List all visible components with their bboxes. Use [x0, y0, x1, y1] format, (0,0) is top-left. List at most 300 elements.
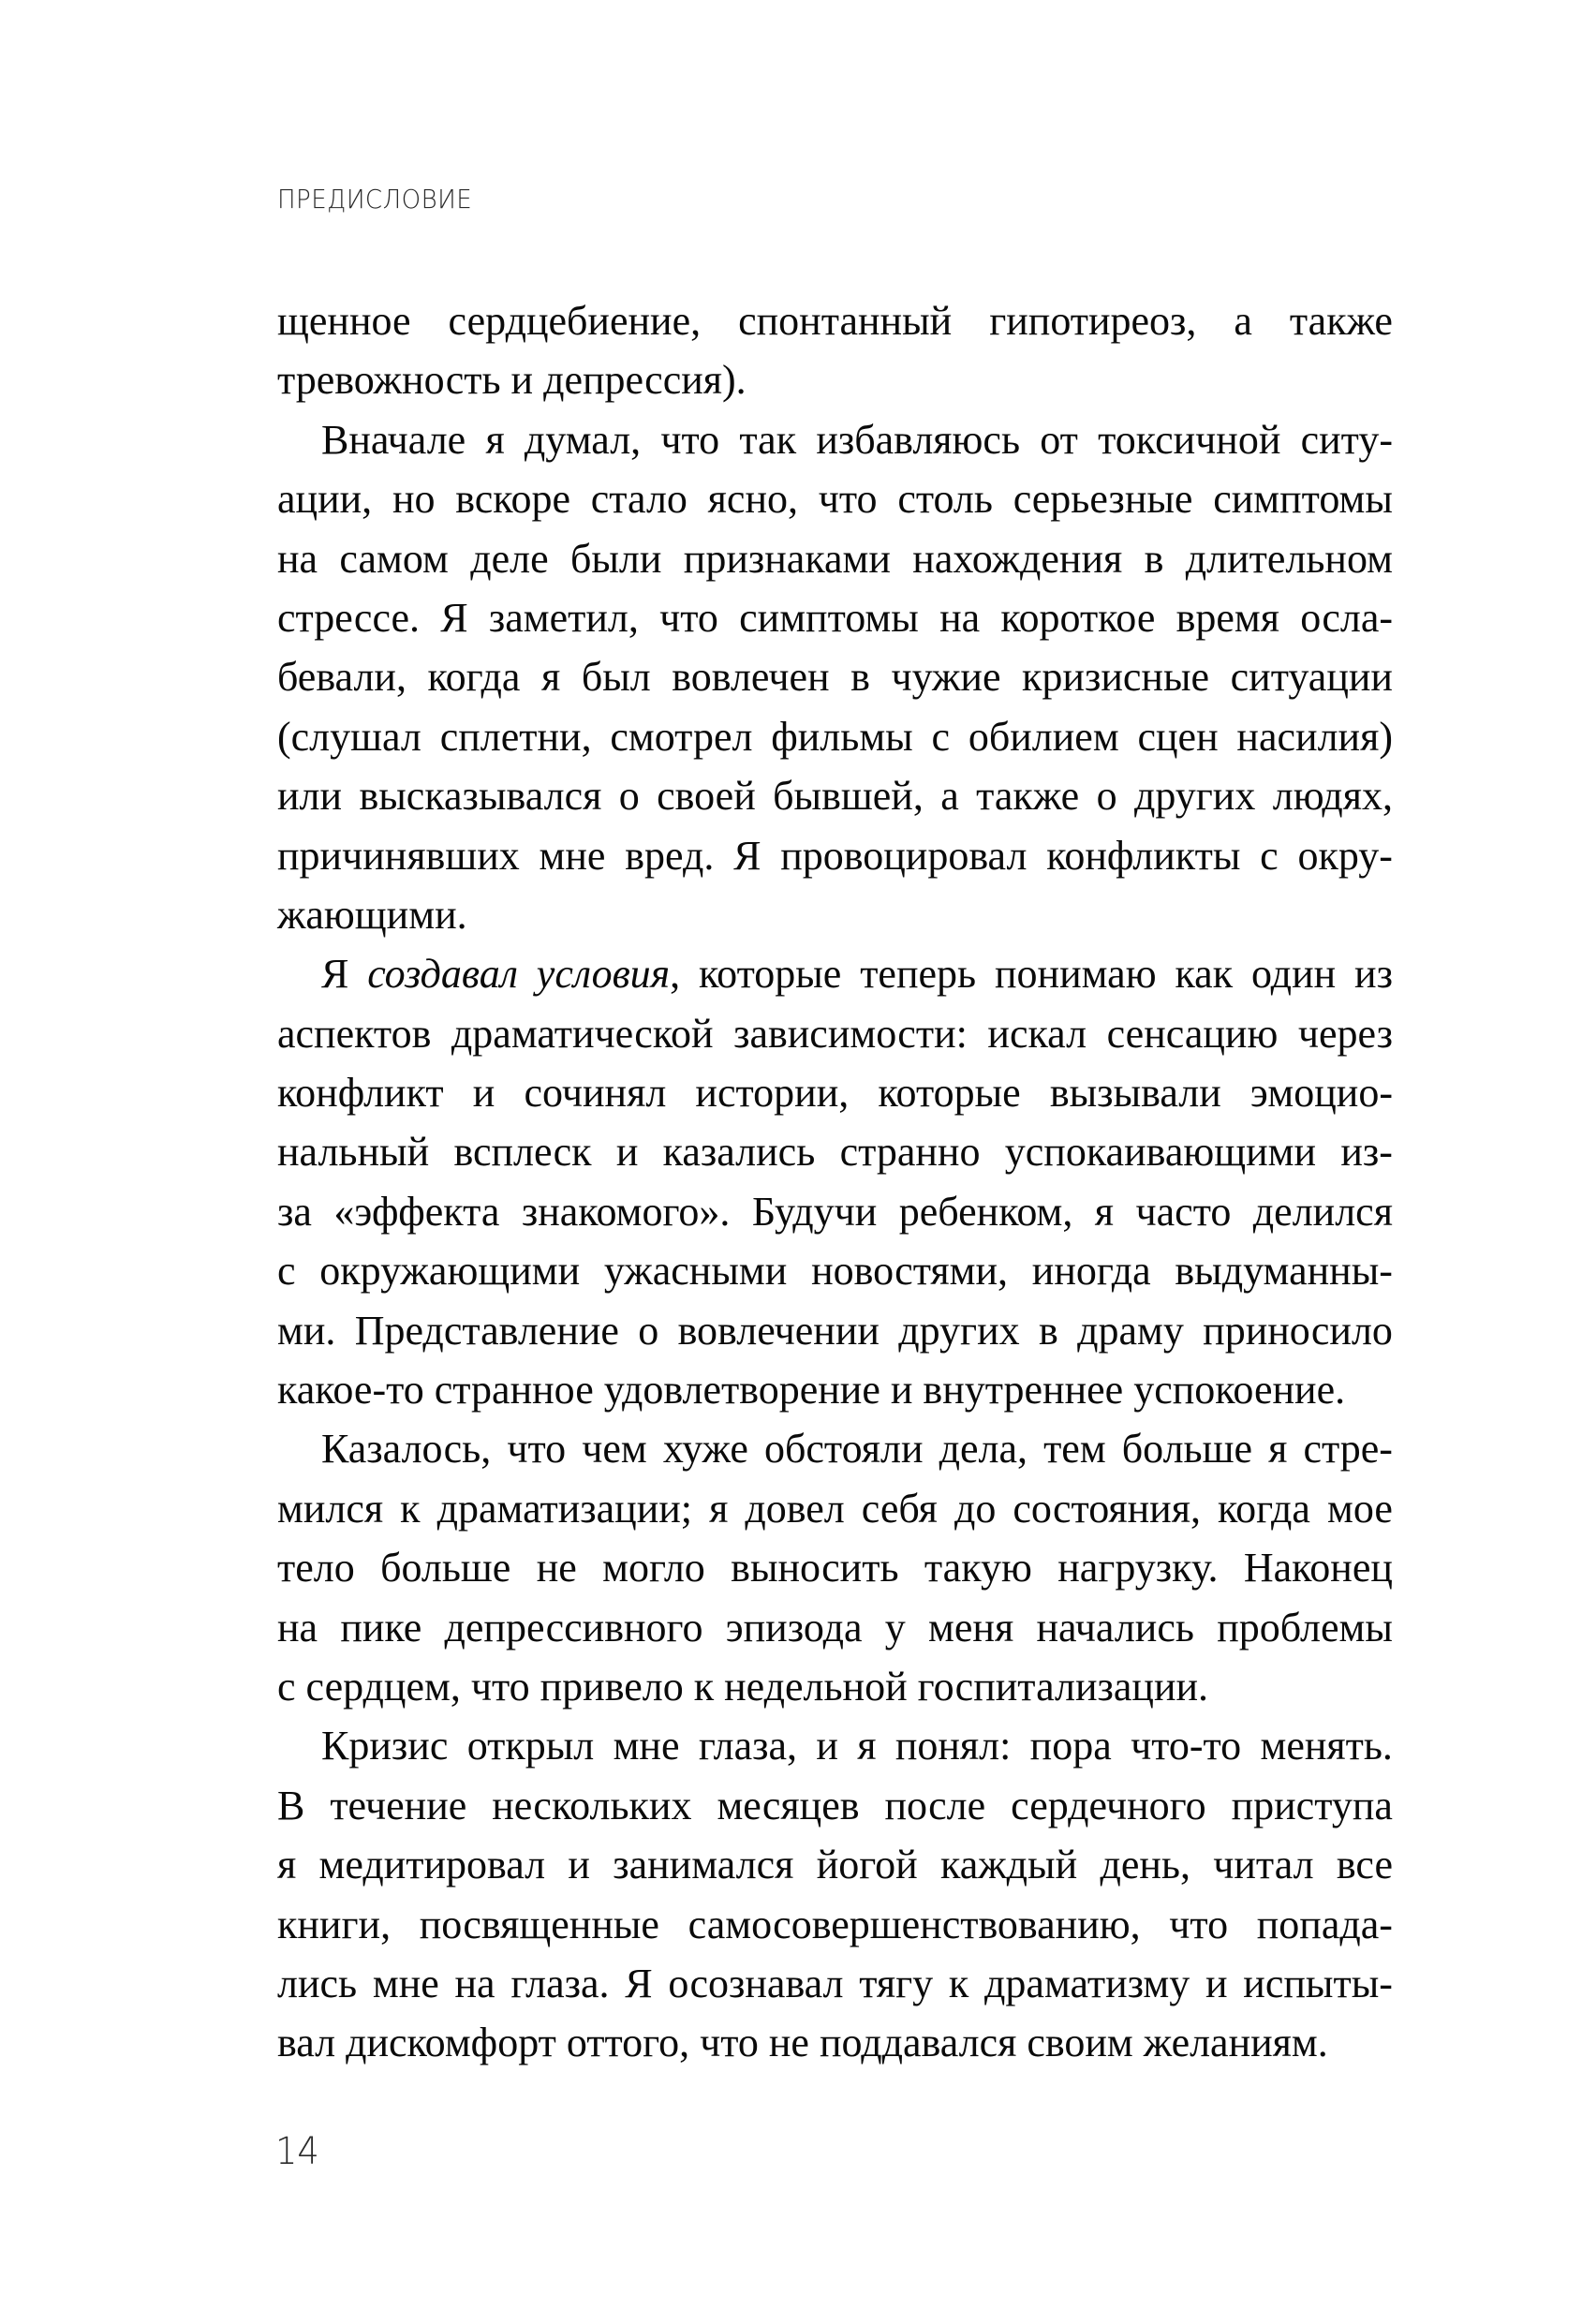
- word: [726, 1598, 863, 1657]
- word-text: на: [277, 535, 318, 582]
- word: [1098, 410, 1280, 469]
- line-text: тревожность и депрессия).: [277, 357, 747, 404]
- word-text: с: [1260, 832, 1279, 879]
- word-text: Представление: [354, 1307, 619, 1354]
- word-text: в: [1038, 1307, 1058, 1354]
- word-text: делился: [1252, 1188, 1393, 1235]
- word: [492, 1776, 691, 1835]
- word-text: что: [1169, 1901, 1229, 1947]
- text-line-content: [277, 1122, 1393, 1181]
- word-text: всплеск: [453, 1129, 592, 1176]
- word-text: высказывался: [359, 773, 602, 820]
- running-head: ПРЕДИСЛОВИЕ: [277, 184, 473, 215]
- word: [602, 1538, 705, 1597]
- word-text: что: [660, 416, 720, 463]
- text-line: [277, 1598, 1393, 1657]
- word: [1176, 588, 1279, 647]
- word: [1043, 1419, 1106, 1478]
- text-line: [277, 766, 1393, 825]
- word-text: смотрел: [610, 713, 753, 760]
- word-text: других: [898, 1307, 1020, 1354]
- word-text: на: [454, 1960, 495, 2006]
- word-text: вовлечении: [677, 1307, 880, 1354]
- text-line: [277, 469, 1393, 528]
- word-text: время: [1175, 594, 1279, 641]
- text-line-content: [277, 647, 1393, 706]
- word-text: мое: [1326, 1485, 1393, 1532]
- word-text: избавляюсь: [816, 416, 1021, 463]
- word-text: такую: [924, 1545, 1032, 1591]
- word: [1218, 1479, 1310, 1538]
- word: [1205, 1954, 1228, 2013]
- word: [1136, 1182, 1232, 1241]
- line-text: вал дискомфорт оттого, что не поддавался своим желаниям.: [277, 2020, 1328, 2066]
- word: [891, 647, 1000, 706]
- word: [440, 588, 467, 647]
- word-text: открыл: [466, 1723, 595, 1769]
- word-text: деле: [470, 535, 549, 582]
- text-line-content: [277, 1835, 1393, 1894]
- word-text: приступа: [1231, 1782, 1393, 1828]
- word: [473, 1063, 495, 1122]
- text-line: [277, 1538, 1393, 1597]
- word-text: сенсацию: [1106, 1010, 1279, 1057]
- word: [445, 1598, 703, 1657]
- word: [380, 1538, 510, 1597]
- word-text: аспектов: [277, 1010, 432, 1057]
- word: [525, 410, 641, 469]
- word-text: признаками: [683, 535, 891, 582]
- word-text: драматической: [451, 1010, 714, 1057]
- text-line: [277, 2013, 1393, 2072]
- text-line: [277, 1716, 1393, 1775]
- word: [1032, 1241, 1151, 1300]
- word-text: Наконец: [1243, 1545, 1393, 1591]
- word-text: искал: [987, 1010, 1087, 1057]
- word-text: с: [931, 713, 951, 760]
- text-line: [277, 1241, 1393, 1300]
- word-text: не: [536, 1545, 577, 1591]
- word-text: посвященные: [419, 1901, 659, 1947]
- word: [428, 647, 521, 706]
- word-text: Я: [733, 832, 761, 879]
- text-line: [277, 291, 1393, 350]
- text-line-content: [277, 1479, 1393, 1538]
- word: [684, 529, 891, 588]
- word: [277, 1538, 355, 1597]
- word-text: других: [1133, 773, 1256, 820]
- word-text: был: [581, 654, 651, 701]
- word-text: нескольких: [492, 1782, 692, 1828]
- word-text: меня: [928, 1604, 1014, 1650]
- word: [485, 410, 504, 469]
- word-text: симптомы: [1213, 476, 1393, 523]
- word-text: осознавал: [668, 1960, 844, 2006]
- word-text: осла-: [1300, 594, 1393, 641]
- word-text: начались: [1036, 1604, 1194, 1650]
- word-text: сцен: [1137, 713, 1219, 760]
- word: [987, 1004, 1087, 1063]
- word-text: что: [507, 1426, 567, 1473]
- word-text: также: [976, 773, 1080, 820]
- text-line: [277, 1776, 1393, 1835]
- word-text: состояния,: [1013, 1485, 1201, 1532]
- word: [663, 1419, 748, 1478]
- word-text: чужие: [891, 654, 1001, 701]
- word-text: о: [1096, 773, 1117, 820]
- word-text: к: [948, 1960, 969, 2006]
- word-text: тем: [1043, 1426, 1106, 1473]
- word: [840, 1122, 981, 1181]
- word-text: окружающими: [319, 1248, 581, 1295]
- text-line: [277, 1954, 1393, 2013]
- word-text: я: [709, 1485, 729, 1532]
- text-line-content: [277, 1360, 1345, 1419]
- word: [277, 707, 421, 766]
- text-line-content: [277, 1182, 1393, 1241]
- word: [1327, 1479, 1393, 1538]
- word: [1301, 410, 1393, 469]
- word-text: занимался: [613, 1842, 794, 1888]
- word: [1337, 1835, 1393, 1894]
- word-text: больше: [1121, 1426, 1253, 1473]
- word: [1244, 1538, 1393, 1597]
- text-line: [277, 588, 1393, 647]
- word: [1013, 1479, 1201, 1538]
- word: [537, 1538, 577, 1597]
- word-text: зависимости:: [733, 1010, 968, 1057]
- word: [940, 766, 959, 825]
- word: [695, 1063, 849, 1122]
- word-text: на: [277, 1604, 318, 1650]
- word: [489, 588, 639, 647]
- word: [924, 1538, 1032, 1597]
- word-text: я: [277, 1842, 297, 1888]
- body-text: [277, 291, 1393, 2073]
- word: [899, 1182, 1073, 1241]
- word: [659, 588, 718, 647]
- word-text: себя: [861, 1485, 938, 1532]
- word: [277, 826, 520, 885]
- word-text: медитировал: [318, 1842, 546, 1888]
- word-text: знакомого».: [521, 1188, 731, 1235]
- word-text: я: [1268, 1426, 1288, 1473]
- paragraph: [277, 1419, 1393, 1716]
- word: [709, 1479, 728, 1538]
- word-text: до: [954, 1485, 997, 1532]
- word: [277, 529, 318, 588]
- word: [1243, 1954, 1393, 2013]
- word: [355, 1301, 619, 1360]
- word-text: выдуманны-: [1175, 1248, 1393, 1295]
- word: [668, 1954, 843, 2013]
- word: [862, 1479, 938, 1538]
- text-line: [277, 1301, 1393, 1360]
- word: [340, 1598, 421, 1657]
- word: [333, 1182, 499, 1241]
- word: [1253, 1182, 1393, 1241]
- emphasis-text: создавал: [367, 951, 518, 998]
- word-text: я: [485, 416, 505, 463]
- word-text: ситу-: [1300, 416, 1393, 463]
- text-line: [277, 1360, 1393, 1419]
- word-text: ми.: [277, 1307, 336, 1354]
- word: [277, 1954, 357, 2013]
- word: [699, 1716, 797, 1775]
- word-text: один: [1250, 951, 1337, 998]
- word-text: попада-: [1256, 1901, 1393, 1947]
- word: [449, 291, 702, 350]
- word-text: Я: [321, 951, 349, 998]
- word-text: пике: [340, 1604, 422, 1650]
- word-text: из-: [1340, 1129, 1393, 1176]
- word: [367, 944, 518, 1003]
- text-line-content: [277, 1895, 1393, 1954]
- text-line: [277, 707, 1393, 766]
- word: [1095, 1182, 1114, 1241]
- word: [912, 529, 1122, 588]
- word: [1300, 588, 1393, 647]
- paragraph: [277, 944, 1393, 1419]
- word-text: пора: [1029, 1723, 1112, 1769]
- word: [1217, 1598, 1393, 1657]
- paragraph: [277, 1716, 1393, 2072]
- text-line: [277, 1419, 1393, 1478]
- word-text: мне: [539, 832, 606, 879]
- text-line: [277, 1657, 1393, 1716]
- word-text: что: [659, 594, 718, 641]
- word-text: драматизации;: [436, 1485, 693, 1532]
- word: [1340, 1122, 1393, 1181]
- word: [859, 1954, 933, 2013]
- word-text: бевали,: [277, 654, 407, 701]
- word: [1011, 1776, 1205, 1835]
- word-text: конфликты: [1046, 832, 1241, 879]
- word-text: короткое: [1000, 594, 1156, 641]
- word: [537, 944, 680, 1003]
- word-text: драму: [1077, 1307, 1184, 1354]
- word: [1260, 826, 1279, 885]
- word-text: дела,: [939, 1426, 1028, 1473]
- text-line-content: [321, 944, 1393, 1003]
- word-text: в: [850, 654, 870, 701]
- word-text: так: [739, 416, 797, 463]
- word: [1257, 1895, 1393, 1954]
- word-text: Вначале: [321, 416, 466, 463]
- word-text: течение: [330, 1782, 467, 1828]
- word: [1354, 944, 1393, 1003]
- word: [420, 1895, 659, 1954]
- word-text: казались: [662, 1129, 816, 1176]
- word: [319, 1835, 546, 1894]
- word: [1175, 1241, 1393, 1300]
- word-text: мился: [277, 1485, 384, 1532]
- word: [277, 1835, 296, 1894]
- text-line-content: [277, 1657, 1208, 1716]
- word: [582, 1419, 647, 1478]
- word: [1234, 291, 1252, 350]
- word-text: кризисные: [1022, 654, 1210, 701]
- word: [898, 1301, 1019, 1360]
- word: [1213, 1835, 1313, 1894]
- word: [663, 1122, 816, 1181]
- word: [939, 588, 980, 647]
- word: [522, 1182, 731, 1241]
- word-text: все: [1336, 1842, 1393, 1888]
- word-text: сердцебиение,: [448, 298, 702, 344]
- text-line: [277, 1122, 1393, 1181]
- word: [470, 529, 548, 588]
- word: [764, 1419, 923, 1478]
- word-text: довел: [745, 1485, 845, 1532]
- word-text: серьезные: [1013, 476, 1193, 523]
- word-text: лись: [277, 1960, 358, 2006]
- word: [1169, 1895, 1228, 1954]
- word-text: окру-: [1297, 832, 1393, 879]
- word: [1297, 826, 1392, 885]
- word-text: стрессе.: [277, 594, 421, 641]
- word-text: йогой: [816, 1842, 918, 1888]
- word: [1013, 469, 1193, 528]
- word: [939, 1419, 1028, 1478]
- word: [277, 1004, 431, 1063]
- word: [619, 766, 640, 825]
- word-text: людях,: [1272, 773, 1393, 820]
- word-text: книги,: [277, 1901, 392, 1947]
- word: [610, 707, 752, 766]
- word: [467, 1716, 595, 1775]
- word-text: В: [277, 1782, 305, 1828]
- word: [1100, 1835, 1190, 1894]
- word-text: вскоре: [455, 476, 570, 523]
- word: [614, 1716, 680, 1775]
- word: [1057, 1538, 1218, 1597]
- word: [1107, 1004, 1279, 1063]
- word: [570, 529, 661, 588]
- word: [330, 1776, 466, 1835]
- word-text: тело: [277, 1545, 355, 1591]
- text-line-content: [277, 1776, 1393, 1835]
- word: [928, 1598, 1013, 1657]
- word: [400, 1479, 420, 1538]
- word: [1040, 410, 1078, 469]
- word-text: думал,: [524, 416, 642, 463]
- word: [277, 588, 420, 647]
- line-text: какое-то странное удовлетворение и внутреннее успокоение.: [277, 1367, 1346, 1414]
- word-text: бывшей,: [773, 773, 924, 820]
- word: [968, 707, 1119, 766]
- word: [817, 1835, 918, 1894]
- word-text: хуже: [662, 1426, 748, 1473]
- word: [455, 1954, 495, 2013]
- word: [1203, 1301, 1393, 1360]
- word: [739, 410, 796, 469]
- word: [1046, 826, 1240, 885]
- word-text: за: [277, 1188, 312, 1235]
- word-text: самосовершенствованию,: [688, 1901, 1141, 1947]
- word: [708, 469, 798, 528]
- word-text: депрессивного: [444, 1604, 703, 1650]
- word-text: Я: [440, 594, 468, 641]
- word: [688, 1895, 1141, 1954]
- word-text: о: [638, 1307, 659, 1354]
- emphasis-text: условия: [536, 951, 671, 998]
- word: [625, 1954, 652, 2013]
- word: [453, 1122, 591, 1181]
- word: [1273, 766, 1393, 825]
- word: [895, 1716, 1012, 1775]
- word: [1036, 1598, 1193, 1657]
- word-text: через: [1297, 1010, 1393, 1057]
- text-line-content: [277, 826, 1393, 885]
- word-text: сердечного: [1011, 1782, 1206, 1828]
- word-text: причинявших: [277, 832, 520, 879]
- word: [1134, 766, 1255, 825]
- paragraph: [277, 291, 1393, 410]
- word-text: испыты-: [1243, 1960, 1393, 2006]
- word-text: вызывали: [1049, 1070, 1221, 1117]
- word: [717, 1776, 859, 1835]
- word: [277, 1063, 444, 1122]
- word: [1303, 1419, 1392, 1478]
- word-text: нахождения: [912, 535, 1123, 582]
- word: [885, 1776, 986, 1835]
- word: [373, 1954, 439, 2013]
- word: [510, 1954, 609, 2013]
- word-text: драматизму: [984, 1960, 1190, 2006]
- word: [277, 469, 372, 528]
- text-line-content: [277, 291, 1393, 350]
- word-text: могло: [602, 1545, 705, 1591]
- word-text: также: [1289, 298, 1393, 344]
- word-text: ,: [670, 951, 681, 998]
- word: [1131, 1716, 1241, 1775]
- text-line: [277, 1063, 1393, 1122]
- word-text: мне: [372, 1960, 439, 2006]
- word-text: часто: [1135, 1188, 1232, 1235]
- word: [739, 588, 919, 647]
- text-line-content: [277, 1241, 1393, 1300]
- word-text: теперь: [860, 951, 977, 998]
- paragraph: [277, 410, 1393, 945]
- word: [392, 469, 436, 528]
- text-line-content: [277, 1538, 1393, 1597]
- word-text: в: [1144, 535, 1164, 582]
- word-text: столь: [897, 476, 993, 523]
- word-text: месяцев: [717, 1782, 860, 1828]
- word: [591, 469, 688, 528]
- word: [277, 1895, 391, 1954]
- word: [604, 1241, 787, 1300]
- word: [984, 1954, 1190, 2013]
- word-text: (слушал: [277, 713, 421, 760]
- word-text: стре-: [1303, 1426, 1393, 1473]
- word-text: к: [400, 1485, 421, 1532]
- word: [339, 529, 448, 588]
- word-text: Кризис: [321, 1723, 449, 1769]
- word: [1268, 1419, 1287, 1478]
- word-text: своей: [657, 773, 756, 820]
- word: [1000, 588, 1155, 647]
- word-text: ужасными: [603, 1248, 788, 1295]
- word: [995, 944, 1157, 1003]
- word-text: каждый: [940, 1842, 1078, 1888]
- word-text: тягу: [859, 1960, 934, 2006]
- word-text: на: [939, 594, 981, 641]
- word-text: я: [1094, 1188, 1115, 1235]
- word-text: Будучи: [751, 1188, 878, 1235]
- word-text: токсичной: [1098, 416, 1281, 463]
